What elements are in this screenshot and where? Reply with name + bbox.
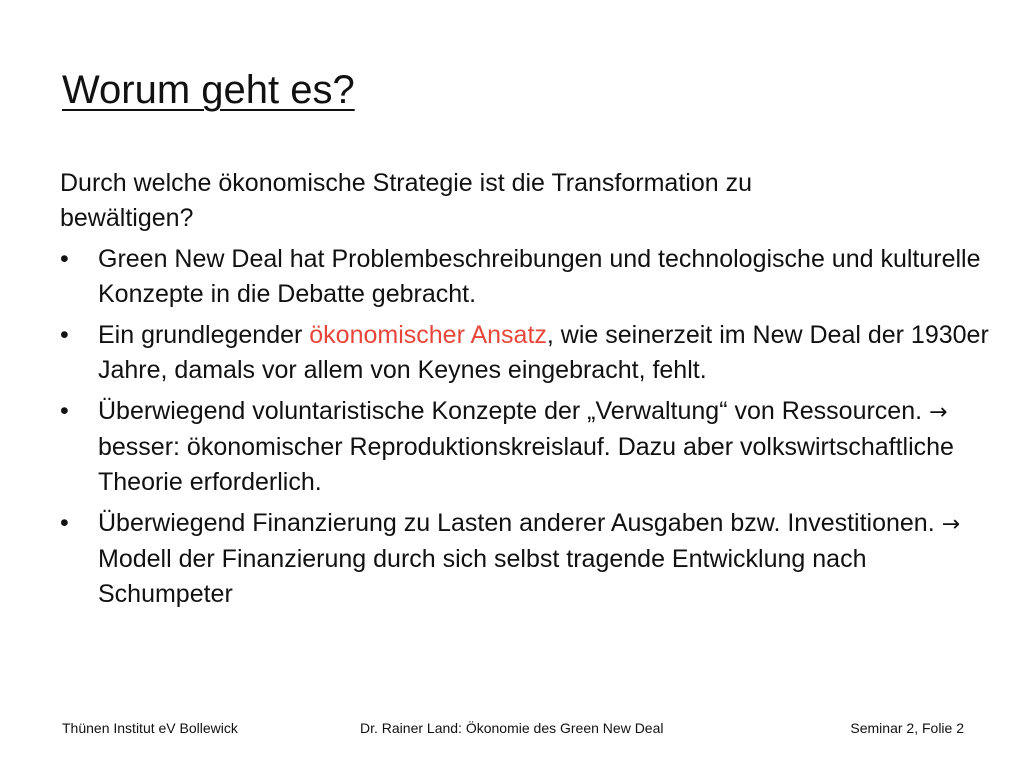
bullet-list <box>60 242 990 612</box>
slide-footer <box>62 718 964 738</box>
intro-question: Durch welche ökonomische Strategie ist die Transformation zu bewältigen? <box>60 169 752 232</box>
footer-author-title: Dr. Rainer Land: Ökonomie des Green New Deal <box>360 720 664 736</box>
list-item <box>60 394 990 500</box>
footer-slide-number: Seminar 2, Folie 2 <box>850 720 964 736</box>
bullet-icon: • <box>60 245 69 273</box>
footer-institute: Thünen Institut eV Bollewick <box>62 720 238 736</box>
list-item <box>60 318 990 388</box>
slide-title: Worum geht es? <box>62 68 355 112</box>
bullet-icon: • <box>60 321 69 349</box>
list-item <box>60 242 990 312</box>
bullet-text-end: , wie seinerzeit im New Deal der 1930er Jahre, damals vor allem von Keynes eingebracht, fehlt. <box>98 321 989 384</box>
arrow-right-icon: → <box>929 400 948 425</box>
bullet-text-end: Modell der Finanzierung durch sich selbst tragende Entwicklung nach Schumpeter <box>98 545 867 608</box>
bullet-icon: • <box>60 397 69 425</box>
highlighted-term: ökonomischer Ansatz <box>309 321 547 349</box>
slide-content <box>60 166 990 618</box>
arrow-right-icon: → <box>941 512 961 537</box>
bullet-text-start: Überwiegend Finanzierung zu Lasten anderer Ausgaben bzw. Investitionen. <box>98 509 942 537</box>
bullet-text-start: Ein grundlegender <box>98 321 310 349</box>
bullet-text: Green New Deal hat Problembeschreibungen und technologische und kulturelle Konzepte in die Debatte gebracht. <box>98 245 981 308</box>
bullet-text-start: Überwiegend voluntaristische Konzepte der „Verwaltung“ von Ressourcen. <box>98 397 930 425</box>
list-item <box>60 506 990 612</box>
bullet-text-end: besser: ökonomischer Reproduktionskreislauf. Dazu aber volkswirtschaftliche Theorie erforderlich. <box>98 433 954 496</box>
bullet-icon: • <box>60 509 69 537</box>
